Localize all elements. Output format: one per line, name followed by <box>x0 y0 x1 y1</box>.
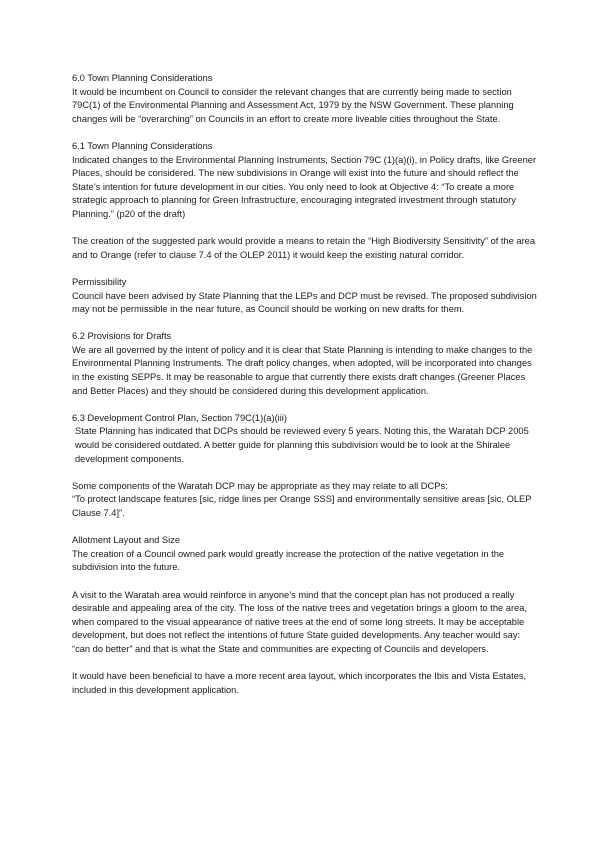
section-6-3 <box>72 412 538 466</box>
section-paragraph: A visit to the Waratah area would reinforce in anyone’s mind that the concept plan has not produced a really desirable and appealing area of the city. The loss of the native trees and vegetation brings a gloom to the area, when compared to the visual appearance of native trees at the end of some long streets. It may be acceptable development, but does not reflect the intentions of future State guided developments. Any teacher would say: “can do better” and that is what the State and communities are expecting of Councils and developers. <box>72 589 527 654</box>
section-heading: 6.1 Town Planning Considerations <box>72 140 213 151</box>
section-quote: “To protect landscape features [sic, ridge lines per Orange SSS] and environmentally sensitive areas [sic, OLEP Clause 7.4]”. <box>72 494 532 518</box>
document-body <box>72 72 538 711</box>
section-paragraph: We are all governed by the intent of policy and it is clear that State Planning is intending to make changes to the Environmental Planning Instruments. The draft policy changes, when adopted, will be incorporated into changes in the existing SEPPs. It may be reasonable to argue that currently there exists draft changes (Greener Places and Better Places) and they should be considered during this development application. <box>72 344 533 396</box>
section-heading: Permissibility <box>72 276 127 287</box>
section-permissibility <box>72 276 538 317</box>
section-6-1 <box>72 140 538 222</box>
section-paragraph: The creation of a Council owned park would greatly increase the protection of the native vegetation in the subdivision into the future. <box>72 548 505 573</box>
section-paragraph: Council have been advised by State Planning that the LEPs and DCP must be revised. The proposed subdivision may not be permissible in the near future, as Council should be working on new drafts for them. <box>72 290 537 315</box>
section-paragraph: The creation of the suggested park would provide a means to retain the “High Biodiversity Sensitivity” of the area and to Orange (refer to clause 7.4 of the OLEP 2011) it would keep the existing natural corridor. <box>72 236 536 260</box>
section-heading: 6.2 Provisions for Drafts <box>72 331 172 342</box>
section-paragraph-line: Some components of the Waratah DCP may be appropriate as they may relate to all DCPs: <box>72 480 448 491</box>
section-allotment-closing <box>72 670 538 697</box>
section-6-1-continued <box>72 235 538 262</box>
section-6-3-continued <box>72 480 538 521</box>
section-heading: Allotment Layout and Size <box>72 535 181 546</box>
section-paragraph: It would have been beneficial to have a more recent area layout, which incorporates the Ibis and Vista Estates, included in this development application. <box>72 671 527 695</box>
section-6-2 <box>72 330 538 398</box>
section-paragraph: It would be incumbent on Council to consider the relevant changes that are currently being made to section 79C(1) of the Environmental Planning and Assessment Act, 1979 by the NSW Government. These planning changes will be “overarching” on Councils in an effort to create more liveable cities throughout the State. <box>72 86 514 124</box>
section-allotment-continued <box>72 589 538 657</box>
section-paragraph: State Planning has indicated that DCPs should be reviewed every 5 years. Noting this, the Waratah DCP 2005 would be considered outdated. A better guide for planning this subdivision would be to look at the Shiralee development components. <box>75 426 529 464</box>
section-6-0 <box>72 72 538 126</box>
section-heading: 6.0 Town Planning Considerations <box>72 73 213 83</box>
section-paragraph: Indicated changes to the Environmental Planning Instruments, Section 79C (1)(a)(i), in Policy drafts, like Greener Places, should be considered. The new subdivisions in Orange will exist into the future and should reflect the State’s intention for future development in our cities. You only need to look at Objective 4: “To create a more strategic approach to planning for Green Infrastructure, encouraging integrated investment through statutory Planning.” (p20 of the draft) <box>72 154 537 219</box>
section-allotment <box>72 534 538 575</box>
section-heading: 6.3 Development Control Plan, Section 79C(1)(a)(iii) <box>72 412 287 423</box>
